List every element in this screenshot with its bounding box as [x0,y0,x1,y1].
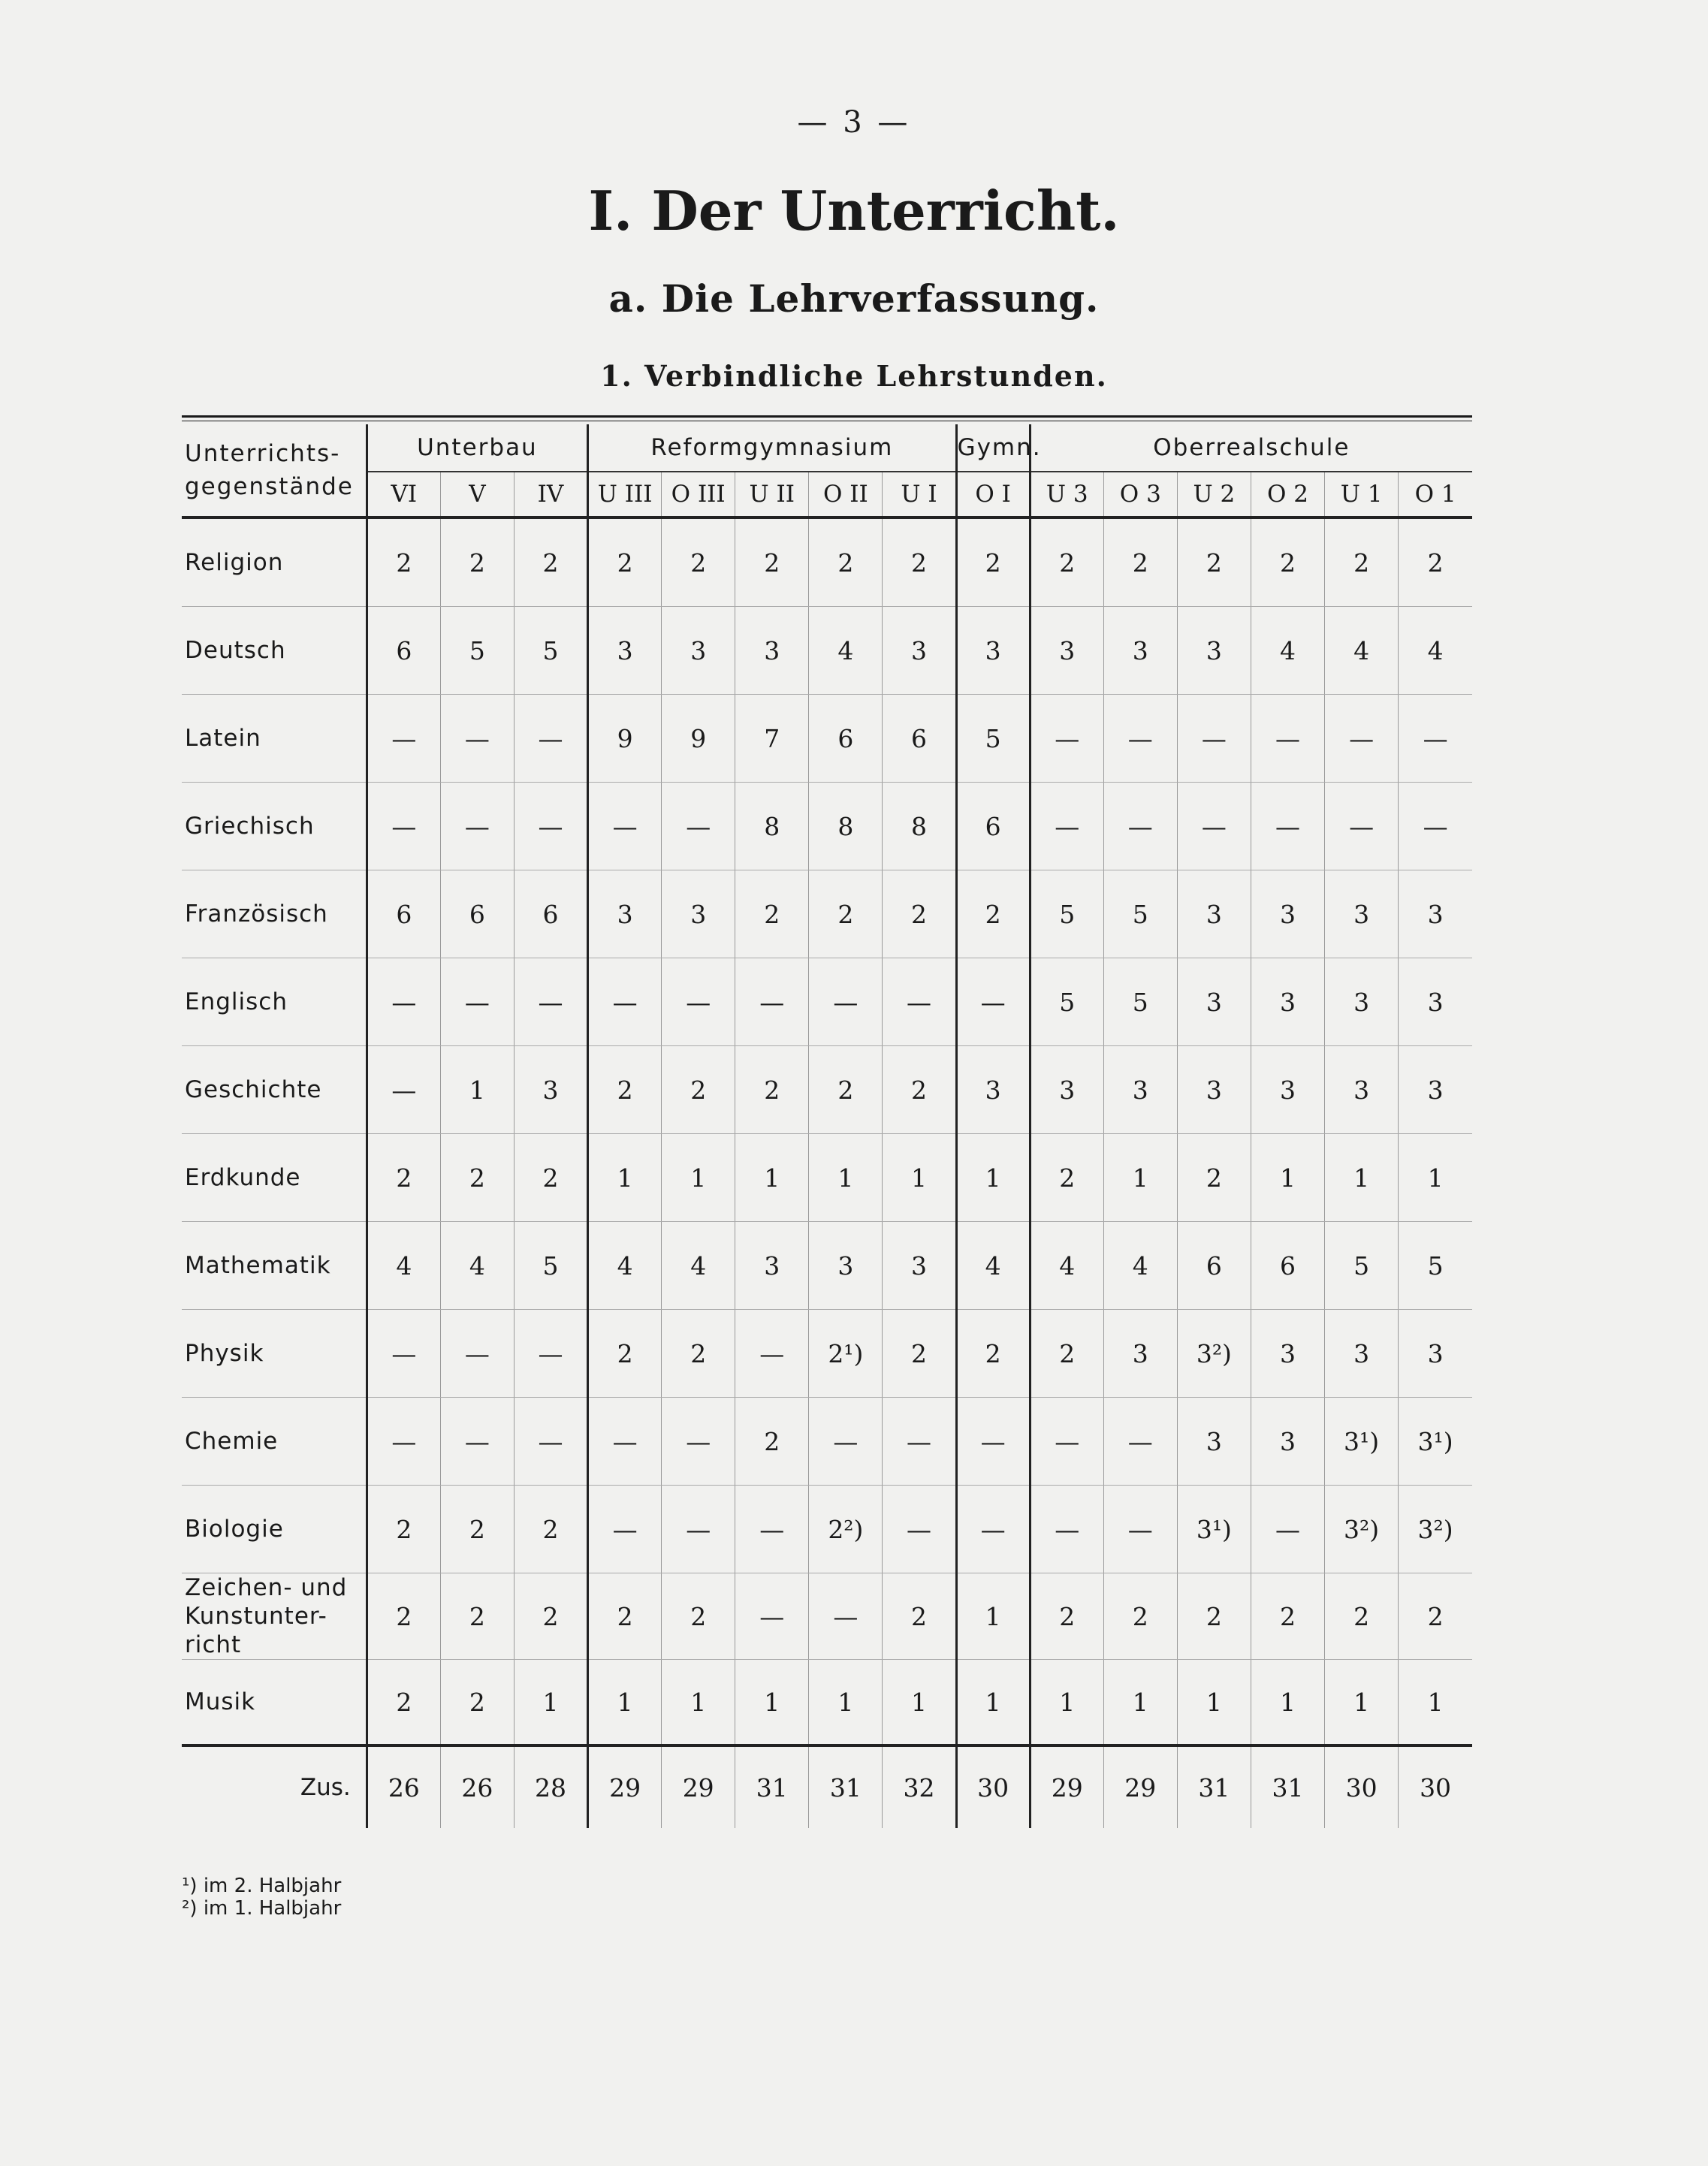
total-cell: 30 [1325,1745,1399,1828]
hours-cell: — [1103,1486,1177,1573]
hours-cell: — [883,958,956,1046]
hours-cell: 2 [1399,517,1472,607]
hours-cell: — [1030,1486,1103,1573]
hours-cell: 3 [1030,607,1103,695]
hours-cell: — [1177,695,1251,783]
total-cell: 28 [514,1745,587,1828]
hours-cell: 5 [440,607,514,695]
hours-cell: 2 [440,1486,514,1573]
hours-cell: 6 [809,695,883,783]
hours-cell: — [1103,695,1177,783]
hours-cell: — [662,1486,735,1573]
hours-cell: 1 [735,1134,809,1222]
hours-cell: 2²) [809,1486,883,1573]
hours-cell: — [588,1486,662,1573]
class-header: O 3 [1103,472,1177,517]
hours-cell: 4 [588,1222,662,1310]
hours-cell: 2 [514,517,587,607]
page-number: — 3 — [797,105,911,140]
total-cell: 30 [956,1745,1030,1828]
hours-cell: — [735,1310,809,1398]
hours-cell: 3 [956,1046,1030,1134]
hours-cell: 4 [662,1222,735,1310]
hours-cell: 2 [588,1573,662,1660]
hours-cell: 3 [1177,1046,1251,1134]
hours-cell: 2 [588,517,662,607]
page-title: I. Der Unterricht. [588,179,1120,243]
hours-cell: 1 [883,1660,956,1746]
hours-cell: 2 [1030,1134,1103,1222]
hours-cell: — [956,1398,1030,1486]
class-header: U I [883,472,956,517]
total-cell: 29 [662,1745,735,1828]
hours-cell: 3 [735,1222,809,1310]
group-header-oberrealschule: Oberrealschule [1030,424,1472,472]
class-header: O I [956,472,1030,517]
hours-cell: — [514,958,587,1046]
table-row [182,1573,1472,1660]
hours-cell: 2 [440,517,514,607]
hours-cell: 1 [735,1660,809,1746]
hours-cell: 2 [956,1310,1030,1398]
hours-cell: 9 [588,695,662,783]
hours-cell: — [883,1398,956,1486]
hours-cell: — [588,783,662,870]
hours-cell: — [367,695,440,783]
class-header: U 1 [1325,472,1399,517]
subject-label: Erdkunde [182,1134,367,1222]
hours-cell: 1 [956,1573,1030,1660]
hours-cell: — [514,783,587,870]
total-cell: 31 [1177,1745,1251,1828]
hours-cell: 2 [662,1573,735,1660]
hours-cell: 3 [662,607,735,695]
hours-cell: 3 [1177,1398,1251,1486]
hours-cell: 2 [735,870,809,958]
subject-label: Deutsch [182,607,367,695]
subject-label: Französisch [182,870,367,958]
hours-cell: 3 [514,1046,587,1134]
hours-cell: 3 [1251,870,1324,958]
hours-cell: 6 [514,870,587,958]
hours-cell: — [514,695,587,783]
hours-cell: 8 [735,783,809,870]
hours-cell: 2 [514,1134,587,1222]
total-cell: 30 [1399,1745,1472,1828]
hours-cell: 2 [367,1573,440,1660]
hours-cell: 2 [883,1310,956,1398]
hours-cell: 1 [1399,1134,1472,1222]
hours-cell: 3 [1325,1310,1399,1398]
hours-cell: — [883,1486,956,1573]
class-header: U 2 [1177,472,1251,517]
table-row [182,958,1472,1046]
class-header: IV [514,472,587,517]
hours-cell: 5 [1030,870,1103,958]
total-cell: 26 [440,1745,514,1828]
hours-cell: — [367,1398,440,1486]
hours-cell: 3 [1399,870,1472,958]
hours-cell: 2 [514,1486,587,1573]
hours-cell: 2 [883,870,956,958]
hours-cell: 2 [1399,1573,1472,1660]
hours-cell: — [440,958,514,1046]
hours-cell: 5 [514,1222,587,1310]
hours-cell: 1 [1325,1134,1399,1222]
hours-cell: 1 [809,1660,883,1746]
hours-cell: 6 [883,695,956,783]
hours-cell: 2 [367,1134,440,1222]
hours-cell: 3 [809,1222,883,1310]
hours-cell: 1 [1103,1134,1177,1222]
hours-cell: — [1177,783,1251,870]
class-header: U III [588,472,662,517]
hours-cell: 6 [1251,1222,1324,1310]
hours-cell: 2 [367,517,440,607]
hours-cell: — [1399,783,1472,870]
hours-cell: 3 [1030,1046,1103,1134]
hours-cell: 7 [735,695,809,783]
hours-cell: — [956,958,1030,1046]
hours-cell: 6 [367,870,440,958]
subject-label: Physik [182,1310,367,1398]
hours-cell: — [588,1398,662,1486]
hours-cell: 1 [809,1134,883,1222]
hours-cell: 2 [956,870,1030,958]
hours-cell: 2 [1030,1573,1103,1660]
hours-cell: — [440,1310,514,1398]
subject-label: Musik [185,1688,256,1715]
hours-cell: — [1325,783,1399,870]
hours-cell: 1 [1177,1660,1251,1746]
hours-cell: 4 [809,607,883,695]
hours-cell: 1 [1251,1660,1324,1746]
hours-cell: — [367,783,440,870]
hours-cell: 1 [956,1134,1030,1222]
hours-cell: 1 [1399,1660,1472,1746]
group-header-reformgymnasium: Reformgymnasium [588,424,957,472]
subject-label: Religion [182,517,367,607]
hours-cell: 9 [662,695,735,783]
hours-cell: 2 [440,1134,514,1222]
total-cell: 29 [1103,1745,1177,1828]
class-header: O II [809,472,883,517]
totals-label: Zus. [182,1745,367,1828]
hours-cell: — [367,1310,440,1398]
table-row [182,517,1472,607]
subject-label-line: Kunstunter- [185,1603,327,1630]
hours-cell: 2 [883,1573,956,1660]
hours-cell: 3 [1399,1310,1472,1398]
hours-cell: 2 [809,1046,883,1134]
table-row [182,1398,1472,1486]
hours-cell: 3¹) [1325,1398,1399,1486]
hours-cell: 3 [883,1222,956,1310]
hours-cell: 5 [1399,1222,1472,1310]
class-header: U 3 [1030,472,1103,517]
hours-cell: 3¹) [1399,1398,1472,1486]
hours-cell: 2 [1251,517,1324,607]
hours-cell: 3²) [1177,1310,1251,1398]
class-header: V [440,472,514,517]
hours-cell: 4 [440,1222,514,1310]
hours-cell: 5 [1103,958,1177,1046]
class-header: U II [735,472,809,517]
hours-cell: 1 [1251,1134,1324,1222]
hours-cell: — [1325,695,1399,783]
hours-cell: 4 [1030,1222,1103,1310]
section-heading: 1. Verbindliche Lehrstunden. [600,359,1108,393]
hours-cell: — [1030,783,1103,870]
hours-cell: 3 [735,607,809,695]
lehrstunden-table [182,424,1472,1828]
hours-cell: — [809,1398,883,1486]
hours-cell: — [735,958,809,1046]
hours-cell: — [956,1486,1030,1573]
hours-cell: 3 [1399,1046,1472,1134]
hours-cell: 2 [1325,1573,1399,1660]
hours-cell: 3¹) [1177,1486,1251,1573]
hours-cell: 2¹) [809,1310,883,1398]
total-cell: 31 [735,1745,809,1828]
subject-label: Latein [182,695,367,783]
table-row [182,1134,1472,1222]
hours-cell: 4 [956,1222,1030,1310]
total-cell: 31 [1251,1745,1324,1828]
hours-cell: 4 [1103,1222,1177,1310]
table-row [182,783,1472,870]
hours-cell: 2 [588,1046,662,1134]
hours-cell: — [440,783,514,870]
hours-cell: 2 [809,517,883,607]
hours-cell: 3 [1251,1398,1324,1486]
subject-label-line: Zeichen- und [185,1574,348,1601]
hours-cell: 4 [1325,607,1399,695]
hours-cell: 1 [514,1660,587,1746]
hours-cell: — [514,1398,587,1486]
hours-cell: 3 [1399,958,1472,1046]
hours-cell: 6 [956,783,1030,870]
hours-cell: 2 [883,1046,956,1134]
hours-cell: 1 [956,1660,1030,1746]
class-header: O 2 [1251,472,1324,517]
hours-cell: 2 [735,1046,809,1134]
hours-cell: 1 [662,1660,735,1746]
hours-cell: — [367,1046,440,1134]
hours-cell: 3 [1177,958,1251,1046]
hours-cell: 2 [1030,517,1103,607]
hours-cell: 3 [956,607,1030,695]
hours-cell: 2 [956,517,1030,607]
hours-cell: — [809,1573,883,1660]
hours-cell: 2 [588,1310,662,1398]
table-row [182,1486,1472,1573]
hours-cell: 6 [1177,1222,1251,1310]
table-row [182,695,1472,783]
hours-cell: 3 [1251,1046,1324,1134]
hours-cell: 2 [735,517,809,607]
hours-cell: — [514,1310,587,1398]
table-row [182,1660,1472,1746]
hours-cell: 2 [662,1046,735,1134]
footnote-2: ²) im 1. Halbjahr [182,1897,342,1920]
hours-cell: 2 [662,1310,735,1398]
subject-header-line-1: Unterrichts- [185,440,341,467]
hours-cell: 6 [367,607,440,695]
hours-cell: — [440,1398,514,1486]
hours-cell: 5 [956,695,1030,783]
hours-cell: 3 [588,607,662,695]
hours-cell: 2 [1103,517,1177,607]
hours-cell: 3 [1325,870,1399,958]
hours-cell: 4 [1399,607,1472,695]
hours-cell: 2 [1030,1310,1103,1398]
subject-label: Chemie [182,1398,367,1486]
hours-cell: 2 [1177,1573,1251,1660]
hours-cell: — [662,1398,735,1486]
hours-cell: — [1251,695,1324,783]
hours-cell: — [1030,695,1103,783]
total-cell: 26 [367,1745,440,1828]
hours-cell: 3²) [1325,1486,1399,1573]
hours-cell: 2 [440,1573,514,1660]
subject-column-header [182,424,367,517]
table-row [182,870,1472,958]
hours-cell: 2 [1103,1573,1177,1660]
top-rule [182,415,1472,418]
hours-cell: 2 [883,517,956,607]
hours-cell: 2 [1177,1134,1251,1222]
hours-cell: — [735,1486,809,1573]
subject-label: Mathematik [182,1222,367,1310]
hours-cell: 4 [1251,607,1324,695]
hours-cell: 4 [367,1222,440,1310]
hours-cell: 3 [1177,607,1251,695]
hours-cell: 3 [1325,1046,1399,1134]
hours-cell: — [1251,1486,1324,1573]
hours-cell: 3 [1177,870,1251,958]
total-cell: 29 [588,1745,662,1828]
subject-header-line-2: gegenstände [185,473,354,500]
totals-row [182,1745,1472,1828]
subject-label: Biologie [182,1486,367,1573]
group-header-gymnasium: Gymn. [956,424,1030,472]
hours-cell: 2 [367,1660,440,1746]
subject-label: Englisch [182,958,367,1046]
table-row [182,1310,1472,1398]
hours-cell: — [367,958,440,1046]
total-cell: 29 [1030,1745,1103,1828]
hours-cell: 1 [1103,1660,1177,1746]
group-header-unterbau: Unterbau [367,424,587,472]
hours-cell: — [1251,783,1324,870]
total-cell: 32 [883,1745,956,1828]
hours-cell: — [662,783,735,870]
hours-cell: 2 [514,1573,587,1660]
hours-cell: 1 [588,1660,662,1746]
hours-cell: 2 [809,870,883,958]
hours-cell: 1 [662,1134,735,1222]
hours-cell: 2 [1177,517,1251,607]
hours-cell: — [588,958,662,1046]
hours-cell: 5 [1325,1222,1399,1310]
class-header: O 1 [1399,472,1472,517]
hours-cell: 3 [1103,1310,1177,1398]
hours-cell: 8 [883,783,956,870]
hours-cell: 3 [883,607,956,695]
table-row [182,1046,1472,1134]
hours-cell: — [809,958,883,1046]
hours-cell: 3 [1103,1046,1177,1134]
hours-cell: 3²) [1399,1486,1472,1573]
hours-cell: — [440,695,514,783]
hours-cell: 2 [367,1486,440,1573]
hours-cell: — [662,958,735,1046]
hours-cell: 1 [1325,1660,1399,1746]
hours-cell: 8 [809,783,883,870]
hours-cell: 3 [1103,607,1177,695]
total-cell: 31 [809,1745,883,1828]
hours-cell: 3 [1325,958,1399,1046]
hours-cell: 2 [440,1660,514,1746]
hours-cell: 5 [514,607,587,695]
hours-cell: 1 [588,1134,662,1222]
hours-cell: 2 [735,1398,809,1486]
hours-cell: — [735,1573,809,1660]
subject-label-line: richt [185,1631,242,1658]
hours-cell: 3 [662,870,735,958]
hours-cell: — [1103,1398,1177,1486]
class-header: VI [367,472,440,517]
hours-cell: 2 [662,517,735,607]
subject-label [182,1573,367,1660]
hours-cell: 3 [588,870,662,958]
hours-cell: 1 [883,1134,956,1222]
subject-label: Griechisch [182,783,367,870]
hours-cell: — [1399,695,1472,783]
hours-cell: — [1103,783,1177,870]
hours-cell: 3 [1251,1310,1324,1398]
footnote-1: ¹) im 2. Halbjahr [182,1875,342,1897]
class-header: O III [662,472,735,517]
hours-cell: 2 [1251,1573,1324,1660]
hours-cell: 5 [1103,870,1177,958]
hours-cell: 6 [440,870,514,958]
table-row [182,607,1472,695]
hours-cell: 1 [440,1046,514,1134]
hours-cell: 3 [1251,958,1324,1046]
hours-cell: 1 [1030,1660,1103,1746]
subtitle: a. Die Lehrverfassung. [608,276,1100,321]
subject-label: Geschichte [182,1046,367,1134]
hours-cell: 2 [1325,517,1399,607]
hours-cell: 5 [1030,958,1103,1046]
hours-cell: — [1030,1398,1103,1486]
table-row [182,1222,1472,1310]
